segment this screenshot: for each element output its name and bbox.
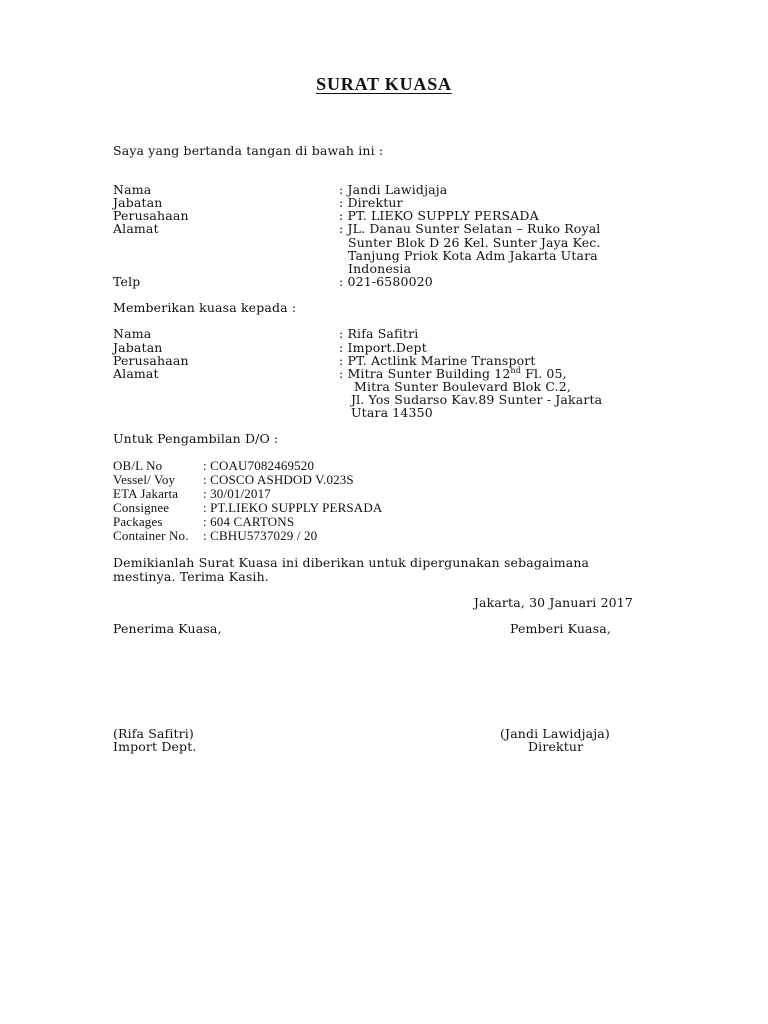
grantor-perusahaan-value: : PT. LIEKO SUPPLY PERSADA <box>339 208 539 223</box>
grantor-alamat-line: Tanjung Priok Kota Adm Jakarta Utara <box>348 248 598 263</box>
shipment-value: : COSCO ASHDOD V.023S <box>203 472 354 487</box>
grantee-perusahaan-value: : PT. Actlink Marine Transport <box>339 353 536 368</box>
grant-intro-text: Memberikan kuasa kepada : <box>113 300 297 315</box>
intro-text: Saya yang bertanda tangan di bawah ini : <box>113 143 384 158</box>
giver-name: (Jandi Lawidjaja) <box>500 726 610 741</box>
grantee-alamat-line: Jl. Yos Sudarso Kav.89 Sunter - Jakarta <box>351 392 603 407</box>
grantee-jabatan-label: Jabatan <box>113 340 163 355</box>
shipment-label: ETA Jakarta <box>113 486 179 501</box>
grantor-alamat-label: Alamat <box>113 221 159 236</box>
shipment-label: Vessel/ Voy <box>113 472 176 487</box>
shipment-value: : CBHU5737029 / 20 <box>203 528 318 543</box>
grantor-alamat-line: Sunter Blok D 26 Kel. Sunter Jaya Kec. <box>348 235 601 250</box>
shipment-value: : 604 CARTONS <box>203 514 295 529</box>
grantor-nama-label: Nama <box>113 182 152 197</box>
grantee-nama-label: Nama <box>113 326 152 341</box>
grantee-alamat-line: Utara 14350 <box>351 405 433 420</box>
grantee-alamat-floor: Fl. 05, <box>521 366 567 381</box>
giver-title: Direktur <box>528 739 584 754</box>
closing-line: Demikianlah Surat Kuasa ini diberikan untuk dipergunakan sebagaimana <box>113 555 590 570</box>
grantee-nama-value: : Rifa Safitri <box>339 326 419 341</box>
grantor-jabatan-label: Jabatan <box>113 195 163 210</box>
recipient-title: Import Dept. <box>113 739 197 754</box>
grantee-alamat-building: : Mitra Sunter Building 12 <box>339 366 511 381</box>
shipment-label: Packages <box>113 514 163 529</box>
shipment-value: : PT.LIEKO SUPPLY PERSADA <box>203 500 383 515</box>
grantor-alamat-line: Indonesia <box>348 261 412 276</box>
grantor-alamat-line: : JL. Danau Sunter Selatan – Ruko Royal <box>339 221 601 236</box>
recipient-heading: Penerima Kuasa, <box>113 621 222 636</box>
grantor-jabatan-value: : Direktur <box>339 195 403 210</box>
grantor-nama-value: : Jandi Lawidjaja <box>339 182 448 197</box>
shipment-label: OB/L No <box>113 458 163 473</box>
giver-heading: Pemberi Kuasa, <box>510 621 611 636</box>
shipment-value: : COAU7082469520 <box>203 458 315 473</box>
closing-line: mestinya. Terima Kasih. <box>113 569 269 584</box>
grantor-perusahaan-label: Perusahaan <box>113 208 189 223</box>
grantor-telp-value: : 021-6580020 <box>339 274 433 289</box>
recipient-name: (Rifa Safitri) <box>113 726 194 741</box>
grantee-alamat-line: Mitra Sunter Boulevard Blok C.2, <box>354 379 571 394</box>
grantee-perusahaan-label: Perusahaan <box>113 353 189 368</box>
ordinal-suffix: nd <box>510 366 522 375</box>
shipment-label: Consignee <box>113 500 170 515</box>
shipment-value: : 30/01/2017 <box>203 486 271 501</box>
grantor-telp-label: Telp <box>113 274 141 289</box>
shipment-label: Container No. <box>113 528 189 543</box>
place-date: Jakarta, 30 Januari 2017 <box>473 595 633 610</box>
document-title: SURAT KUASA <box>316 74 452 94</box>
purpose-text: Untuk Pengambilan D/O : <box>113 431 279 446</box>
grantee-alamat-label: Alamat <box>113 366 159 381</box>
grantee-jabatan-value: : Import.Dept <box>339 340 427 355</box>
